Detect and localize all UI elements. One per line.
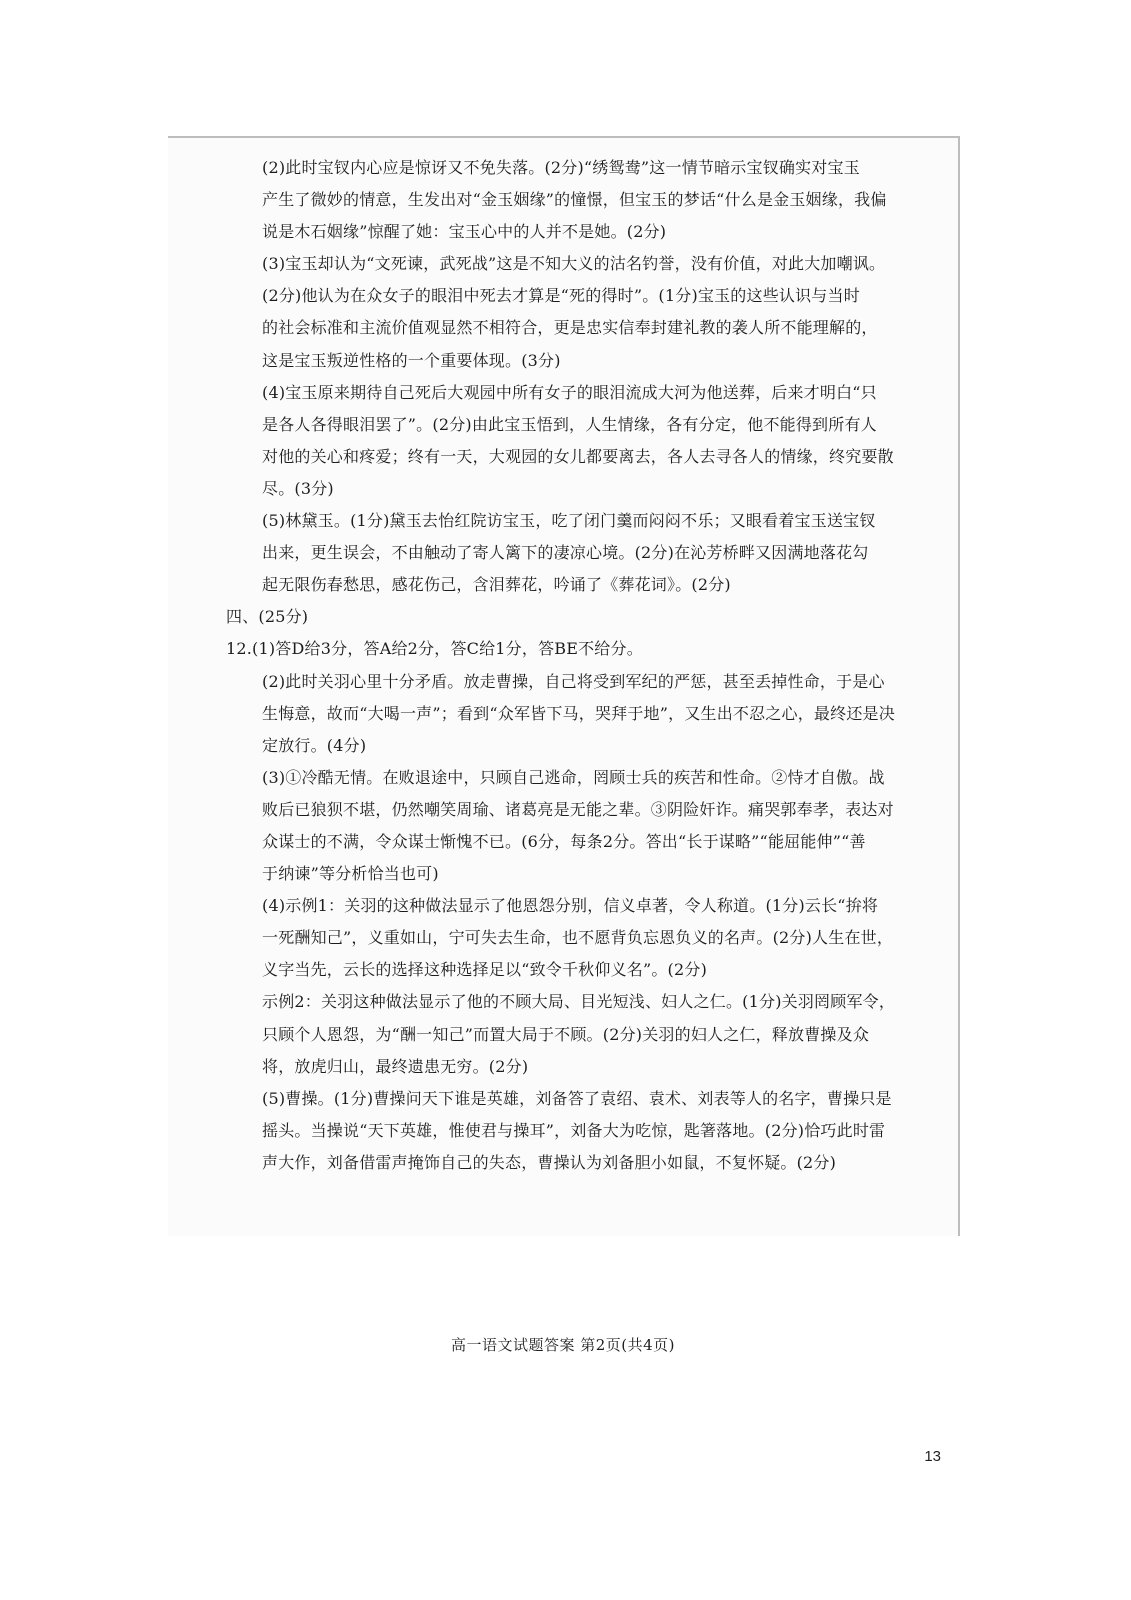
text-line: 的社会标准和主流价值观显然不相符合，更是忠实信奉封建礼教的袭人所不能理解的， bbox=[262, 318, 878, 338]
text-line: 一死酬知己”，义重如山，宁可失去生命，也不愿背负忘恩负义的名声。(2分)人生在世， bbox=[262, 928, 894, 948]
text-line: 是各人各得眼泪罢了”。(2分)由此宝玉悟到，人生情缘，各有分定，他不能得到所有人 bbox=[262, 414, 877, 434]
text-line: 出来，更生误会，不由触动了寄人篱下的凄凉心境。(2分)在沁芳桥畔又因满地落花勾 bbox=[262, 543, 869, 563]
text-line: 义字当先，云长的选择这种选择足以“致令千秋仰义名”。(2分) bbox=[262, 960, 708, 980]
text-line: (2)此时关羽心里十分矛盾。放走曹操，自己将受到军纪的严惩，甚至丢掉性命，于是心 bbox=[262, 671, 885, 691]
text-line: (5)曹操。(1分)曹操问天下谁是英雄，刘备答了袁绍、袁术、刘表等人的名字，曹操只是 bbox=[262, 1088, 892, 1108]
text-line: (5)林黛玉。(1分)黛玉去怡红院访宝玉，吃了闭门羹而闷闷不乐；又眼看着宝玉送宝钗 bbox=[262, 511, 876, 531]
text-line: 将，放虎归山，最终遗患无穷。(2分) bbox=[262, 1056, 529, 1076]
text-line: 只顾个人恩怨，为“酬一知己”而置大局于不顾。(2分)关羽的妇人之仁，释放曹操及众 bbox=[262, 1024, 870, 1044]
text-line: 说是木石姻缘”惊醒了她：宝玉心中的人并不是她。(2分) bbox=[262, 222, 667, 242]
text-line: 生悔意，故而“大喝一声”；看到“众军皆下马，哭拜于地”，又生出不忍之心，最终还是决 bbox=[262, 703, 895, 723]
text-line: 尽。(3分) bbox=[262, 478, 334, 498]
text-line: 声大作，刘备借雷声掩饰自己的失态，曹操认为刘备胆小如鼠，不复怀疑。(2分) bbox=[262, 1152, 837, 1172]
text-line: 示例2：关羽这种做法显示了他的不顾大局、目光短浅、妇人之仁。(1分)关羽罔顾军令， bbox=[262, 992, 896, 1012]
text-line: 众谋士的不满，令众谋士惭愧不已。(6分，每条2分。答出“长于谋略”“能屈能伸”“善 bbox=[262, 831, 866, 851]
text-line: 定放行。(4分) bbox=[262, 735, 367, 755]
text-line: (4)宝玉原来期待自己死后大观园中所有女子的眼泪流成大河为他送葬，后来才明白“只 bbox=[262, 382, 877, 402]
page-number: 13 bbox=[924, 1448, 941, 1465]
answer-text-body bbox=[226, 152, 946, 1179]
text-line: 四、(25分) bbox=[226, 607, 309, 627]
text-line: 于纳谏”等分析恰当也可) bbox=[262, 864, 439, 884]
text-line: (3)宝玉却认为“文死谏，武死战”这是不知大义的沽名钓誉，没有价值，对此大加嘲讽。 bbox=[262, 254, 886, 274]
text-line: 这是宝玉叛逆性格的一个重要体现。(3分) bbox=[262, 350, 561, 370]
text-line: (4)示例1：关羽的这种做法显示了他恩怨分别，信义卓著，令人称道。(1分)云长“拚将 bbox=[262, 896, 879, 916]
text-line: (2分)他认为在众女子的眼泪中死去才算是“死的得时”。(1分)宝玉的这些认识与当时 bbox=[262, 286, 860, 306]
text-line: 产生了微妙的情意，生发出对“金玉姻缘”的憧憬，但宝玉的梦话“什么是金玉姻缘，我偏 bbox=[262, 190, 887, 210]
text-line: 12.(1)答D给3分，答A给2分，答C给1分，答BE不给分。 bbox=[226, 639, 643, 659]
text-line: (2)此时宝钗内心应是惊讶又不免失落。(2分)“绣鸳鸯”这一情节暗示宝钗确实对宝玉 bbox=[262, 158, 860, 177]
text-line: 摇头。当操说“天下英雄，惟使君与操耳”，刘备大为吃惊，匙箸落地。(2分)恰巧此时雷 bbox=[262, 1120, 886, 1140]
page-footer: 高一语文试题答案 第2页(共4页) bbox=[450, 1336, 676, 1354]
text-line: 对他的关心和疼爱；终有一天，大观园的女儿都要离去，各人去寻各人的情缘，终究要散 bbox=[262, 446, 894, 466]
text-line: 起无限伤春愁思，感花伤己，含泪葬花，吟诵了《葬花词》。(2分) bbox=[262, 575, 731, 595]
text-line: (3)①冷酷无情。在败退途中，只顾自己逃命，罔顾士兵的疾苦和性命。②恃才自傲。战 bbox=[262, 767, 885, 787]
text-line: 败后已狼狈不堪，仍然嘲笑周瑜、诸葛亮是无能之辈。③阴险奸诈。痛哭郭奉孝，表达对 bbox=[262, 799, 894, 819]
